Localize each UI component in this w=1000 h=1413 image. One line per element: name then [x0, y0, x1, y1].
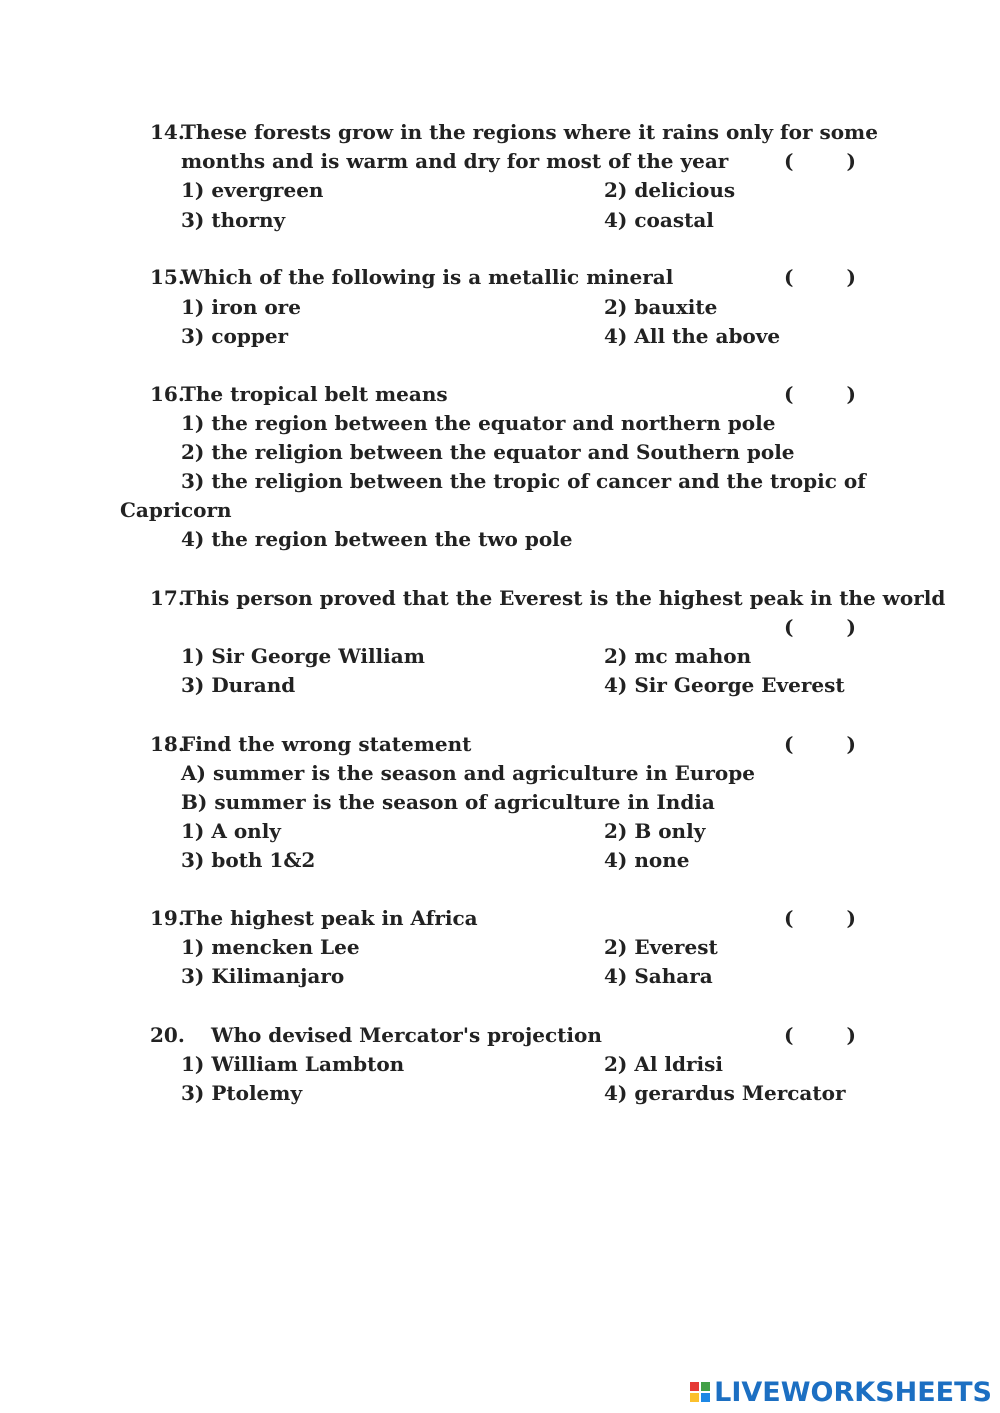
answer-blank[interactable]: ( )	[784, 149, 856, 173]
question-text: Find the wrong statement	[181, 732, 472, 756]
option: 3) the religion between the tropic of cancer and the tropic of	[181, 469, 866, 493]
option: 3) thorny	[181, 208, 286, 232]
option: 2) B only	[604, 819, 706, 843]
option: 2) the religion between the equator and Southern pole	[181, 440, 795, 464]
answer-blank[interactable]: ( )	[784, 265, 856, 289]
option: 1) Sir George William	[181, 644, 425, 668]
option: 2) mc mahon	[604, 644, 752, 668]
statement: B) summer is the season of agriculture in India	[181, 790, 715, 814]
liveworksheets-logo[interactable]	[690, 1377, 992, 1407]
question-number: 19.	[150, 906, 185, 930]
option: 3) both 1&2	[181, 848, 316, 872]
option: 1) evergreen	[181, 178, 324, 202]
statement: A) summer is the season and agriculture in Europe	[181, 761, 755, 785]
answer-blank[interactable]: ( )	[784, 906, 856, 930]
answer-blank[interactable]: ( )	[784, 1023, 856, 1047]
question-text: These forests grow in the regions where it rains only for some	[181, 120, 878, 144]
option: 3) Kilimanjaro	[181, 964, 345, 988]
option: 1) A only	[181, 819, 281, 843]
option: 3) Ptolemy	[181, 1081, 303, 1105]
option: 2) delicious	[604, 178, 736, 202]
option: 4) gerardus Mercator	[604, 1081, 846, 1105]
question-number: 15.	[150, 265, 185, 289]
option: 1) William Lambton	[181, 1052, 405, 1076]
option-continued: Capricorn	[120, 498, 232, 522]
option: 3) Durand	[181, 673, 296, 697]
option: 2) bauxite	[604, 295, 718, 319]
question-number: 18.	[150, 732, 185, 756]
option: 1) the region between the equator and northern pole	[181, 411, 776, 435]
option: 4) Sahara	[604, 964, 713, 988]
option: 2) Everest	[604, 935, 718, 959]
question-number: 20.	[150, 1023, 185, 1047]
option: 4) Sir George Everest	[604, 673, 845, 697]
question-text: Who devised Mercator's projection	[211, 1023, 602, 1047]
option: 4) All the above	[604, 324, 781, 348]
option: 3) copper	[181, 324, 289, 348]
question-number: 17.	[150, 586, 185, 610]
question-number: 14.	[150, 120, 185, 144]
question-text-continued: months and is warm and dry for most of the year	[181, 149, 729, 173]
option: 1) mencken Lee	[181, 935, 360, 959]
question-text: This person proved that the Everest is the highest peak in the world	[181, 586, 946, 610]
question-text: The tropical belt means	[181, 382, 448, 406]
option: 2) Al ldrisi	[604, 1052, 723, 1076]
logo-mark-icon	[690, 1382, 710, 1402]
answer-blank[interactable]: ( )	[784, 615, 856, 639]
logo-text: LIVEWORKSHEETS	[714, 1376, 992, 1408]
question-text: Which of the following is a metallic mineral	[181, 265, 674, 289]
option: 4) the region between the two pole	[181, 527, 573, 551]
question-text: The highest peak in Africa	[181, 906, 478, 930]
answer-blank[interactable]: ( )	[784, 382, 856, 406]
answer-blank[interactable]: ( )	[784, 732, 856, 756]
option: 4) none	[604, 848, 690, 872]
option: 1) iron ore	[181, 295, 301, 319]
question-number: 16.	[150, 382, 185, 406]
option: 4) coastal	[604, 208, 714, 232]
